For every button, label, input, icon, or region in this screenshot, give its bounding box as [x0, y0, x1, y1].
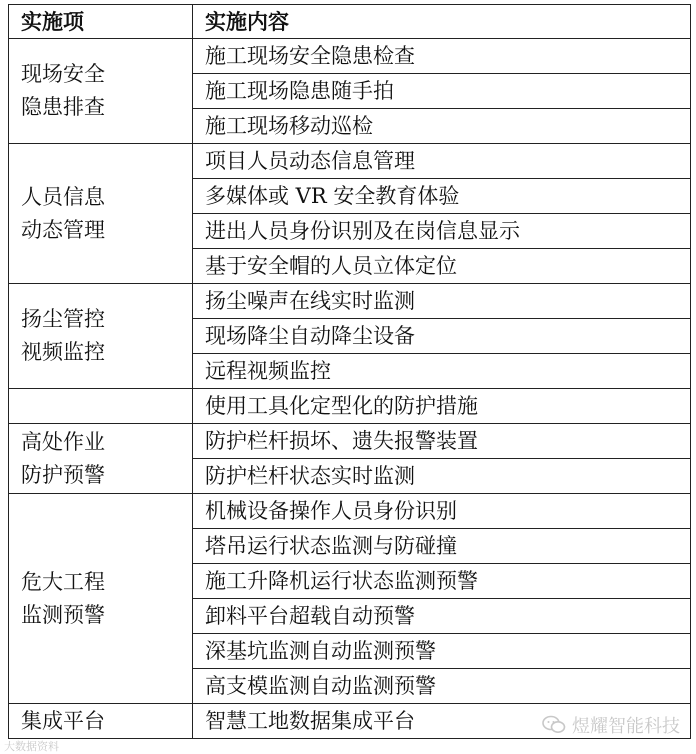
content-cell: 施工现场安全隐患检查 [193, 39, 691, 74]
category-label-line: 高处作业 [21, 429, 105, 454]
table-row [9, 389, 691, 424]
category-label-line: 集成平台 [21, 708, 105, 733]
table-row [9, 39, 691, 74]
content-cell: 扬尘噪声在线实时监测 [193, 284, 691, 319]
category-label-line: 隐患排查 [21, 95, 105, 119]
content-cell: 施工现场移动巡检 [193, 109, 691, 144]
content-cell: 基于安全帽的人员立体定位 [193, 249, 691, 284]
content-cell: 塔吊运行状态监测与防碰撞 [193, 529, 691, 564]
category-cell [9, 284, 193, 389]
content-cell: 高支模监测自动监测预警 [193, 669, 691, 704]
content-cell: 防护栏杆状态实时监测 [193, 459, 691, 494]
content-cell: 多媒体或 VR 安全教育体验 [193, 179, 691, 214]
table-row [9, 494, 691, 529]
header-implementation-item: 实施项 [9, 5, 193, 39]
header-implementation-content: 实施内容 [193, 5, 691, 39]
category-cell [9, 494, 193, 704]
content-cell: 卸料平台超载自动预警 [193, 599, 691, 634]
content-cell: 现场降尘自动降尘设备 [193, 319, 691, 354]
corner-watermark: 大数据资料 [4, 740, 59, 753]
content-cell: 机械设备操作人员身份识别 [193, 494, 691, 529]
content-cell: 使用工具化定型化的防护措施 [193, 389, 691, 424]
table-row [9, 284, 691, 319]
category-label-line: 扬尘管控 [21, 307, 105, 331]
brand-watermark [542, 712, 680, 738]
content-cell: 远程视频监控 [193, 354, 691, 389]
brand-watermark-text: 煜耀智能科技 [572, 716, 680, 737]
category-cell [9, 144, 193, 284]
content-cell: 防护栏杆损坏、遗失报警装置 [193, 424, 691, 459]
table-header-row [9, 5, 691, 39]
category-label-line: 监测预警 [21, 602, 105, 627]
content-cell: 项目人员动态信息管理 [193, 144, 691, 179]
category-label-line: 动态管理 [21, 217, 105, 242]
content-cell: 深基坑监测自动监测预警 [193, 634, 691, 669]
category-label-line: 现场安全 [21, 62, 105, 86]
category-cell [9, 704, 193, 739]
content-cell: 施工现场隐患随手拍 [193, 74, 691, 109]
table-row [9, 144, 691, 179]
content-cell: 施工升降机运行状态监测预警 [193, 564, 691, 599]
category-label-line: 人员信息 [21, 184, 105, 209]
content-cell: 智慧工地数据集成平台 [193, 704, 691, 739]
table-body [9, 39, 691, 739]
category-label-line: 危大工程 [21, 569, 105, 594]
content-cell: 进出人员身份识别及在岗信息显示 [193, 214, 691, 249]
wechat-icon [542, 715, 566, 735]
category-label-line: 视频监控 [21, 340, 105, 364]
category-cell [9, 389, 193, 424]
category-cell [9, 39, 193, 144]
category-label-line: 防护预警 [21, 462, 105, 487]
implementation-table [8, 4, 691, 739]
category-cell [9, 424, 193, 494]
table-row [9, 424, 691, 459]
